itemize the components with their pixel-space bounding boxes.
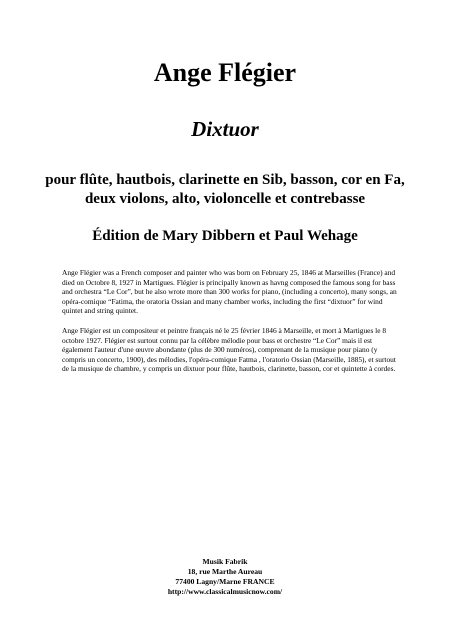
publisher-street: 18, rue Marthe Aureau <box>187 567 263 576</box>
instrumentation-line-1: pour flûte, hautbois, clarinette en Sib, basson, cor en Fa, <box>45 172 405 188</box>
instrumentation <box>30 171 420 209</box>
publisher-city: 77400 Lagny/Marne FRANCE <box>175 577 275 586</box>
work-title: Dixtuor <box>191 117 259 141</box>
composer-name: Ange Flégier <box>153 58 297 87</box>
biography-french-text: Ange Flégier est un compositeur et peintre français né le 25 février 1846 à Marseille, et mort à Martigues le 8 octobre 1927. Flégier est surtout connu par la célèbre mélodie pour bass et orchestre “Le Cor” mais il est également l'auteur d'une œuvre abondante (plus de 300 numéros), comprenant de la musique pour piano (y compris un concerto, 1900), des mélodies, l'opéra-comique Fatma , l'oratorio Ossian (Marseille, 1885), et surtout de la musique de chambre, y compris un dixtuor pour flûte, hautbois, clarinette, basson, cor et quintette à cordes. <box>62 326 396 374</box>
instrumentation-line-2: deux violons, alto, violoncelle et contrebasse <box>84 191 366 207</box>
biography-french <box>62 326 398 374</box>
publisher-name: Musik Fabrik <box>202 557 248 566</box>
publisher-website: http://www.classicalmusicnow.com/ <box>167 587 283 596</box>
biography-english <box>62 268 398 316</box>
publisher-address <box>0 557 450 597</box>
edition-credit: Édition de Mary Dibbern et Paul Wehage <box>92 228 358 244</box>
biography-english-text: Ange Flégier was a French composer and painter who was born on February 25, 1846 at Marseilles (France) and died on Octobre 8, 1927 in Martigues. Flégier is principally known as havng composed the famous song for bass and orchestra “Le Cor”, but he also wrote more than 300 works for piano, (including a concerto), many songs, an opéra-comique “Fatima, the oratoria Ossian and many chamber works, including the first “dixtuor” for wind quintet and string quintet. <box>62 268 397 316</box>
